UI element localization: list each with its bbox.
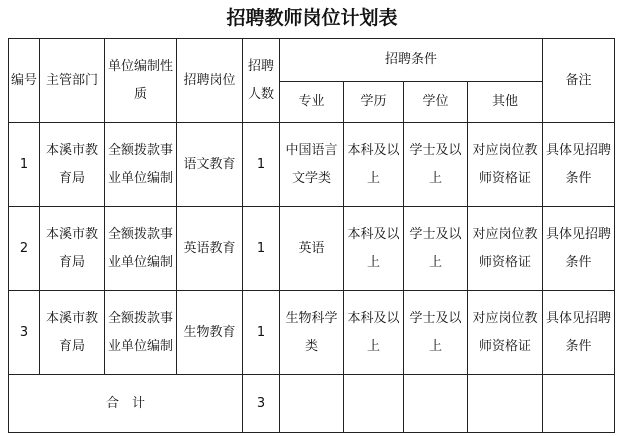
cell-remark: 具体见招聘条件 xyxy=(543,207,615,291)
cell-post: 语文教育 xyxy=(177,123,243,207)
table-row xyxy=(9,291,615,375)
cell-dept: 本溪市教育局 xyxy=(40,207,105,291)
cell-count: 1 xyxy=(243,207,280,291)
cell-dept: 本溪市教育局 xyxy=(40,291,105,375)
total-empty xyxy=(404,375,468,433)
cell-remark: 具体见招聘条件 xyxy=(543,123,615,207)
total-row xyxy=(9,375,615,433)
cell-education: 本科及以上 xyxy=(344,123,404,207)
total-empty xyxy=(280,375,344,433)
header-degree: 学位 xyxy=(404,82,468,123)
page-title: 招聘教师岗位计划表 xyxy=(226,7,398,29)
cell-no: 1 xyxy=(9,123,40,207)
header-no: 编号 xyxy=(9,39,40,123)
cell-post: 生物教育 xyxy=(177,291,243,375)
cell-major: 中国语言文学类 xyxy=(280,123,344,207)
cell-no: 3 xyxy=(9,291,40,375)
cell-unit-type: 全额拨款事业单位编制 xyxy=(105,207,177,291)
cell-no: 2 xyxy=(9,207,40,291)
header-dept: 主管部门 xyxy=(40,39,105,123)
cell-other: 对应岗位教师资格证 xyxy=(468,207,543,291)
table-row xyxy=(9,123,615,207)
header-conditions: 招聘条件 xyxy=(280,39,543,82)
cell-major: 生物科学类 xyxy=(280,291,344,375)
cell-degree: 学士及以上 xyxy=(404,207,468,291)
cell-dept: 本溪市教育局 xyxy=(40,123,105,207)
cell-education: 本科及以上 xyxy=(344,291,404,375)
cell-unit-type: 全额拨款事业单位编制 xyxy=(105,123,177,207)
table-row xyxy=(9,207,615,291)
header-count: 招聘人数 xyxy=(243,39,280,123)
total-empty xyxy=(468,375,543,433)
total-label: 合 计 xyxy=(9,375,243,433)
header-other: 其他 xyxy=(468,82,543,123)
cell-count: 1 xyxy=(243,291,280,375)
recruitment-plan-table xyxy=(8,38,615,433)
header-remark: 备注 xyxy=(543,39,615,123)
cell-remark: 具体见招聘条件 xyxy=(543,291,615,375)
total-empty xyxy=(344,375,404,433)
header-post: 招聘岗位 xyxy=(177,39,243,123)
header-unit-type: 单位编制性质 xyxy=(105,39,177,123)
cell-other: 对应岗位教师资格证 xyxy=(468,123,543,207)
header-education: 学历 xyxy=(344,82,404,123)
cell-other: 对应岗位教师资格证 xyxy=(468,291,543,375)
cell-major: 英语 xyxy=(280,207,344,291)
cell-count: 1 xyxy=(243,123,280,207)
cell-post: 英语教育 xyxy=(177,207,243,291)
total-empty xyxy=(543,375,615,433)
header-major: 专业 xyxy=(280,82,344,123)
cell-degree: 学士及以上 xyxy=(404,123,468,207)
cell-education: 本科及以上 xyxy=(344,207,404,291)
cell-unit-type: 全额拨款事业单位编制 xyxy=(105,291,177,375)
total-count: 3 xyxy=(243,375,280,433)
cell-degree: 学士及以上 xyxy=(404,291,468,375)
